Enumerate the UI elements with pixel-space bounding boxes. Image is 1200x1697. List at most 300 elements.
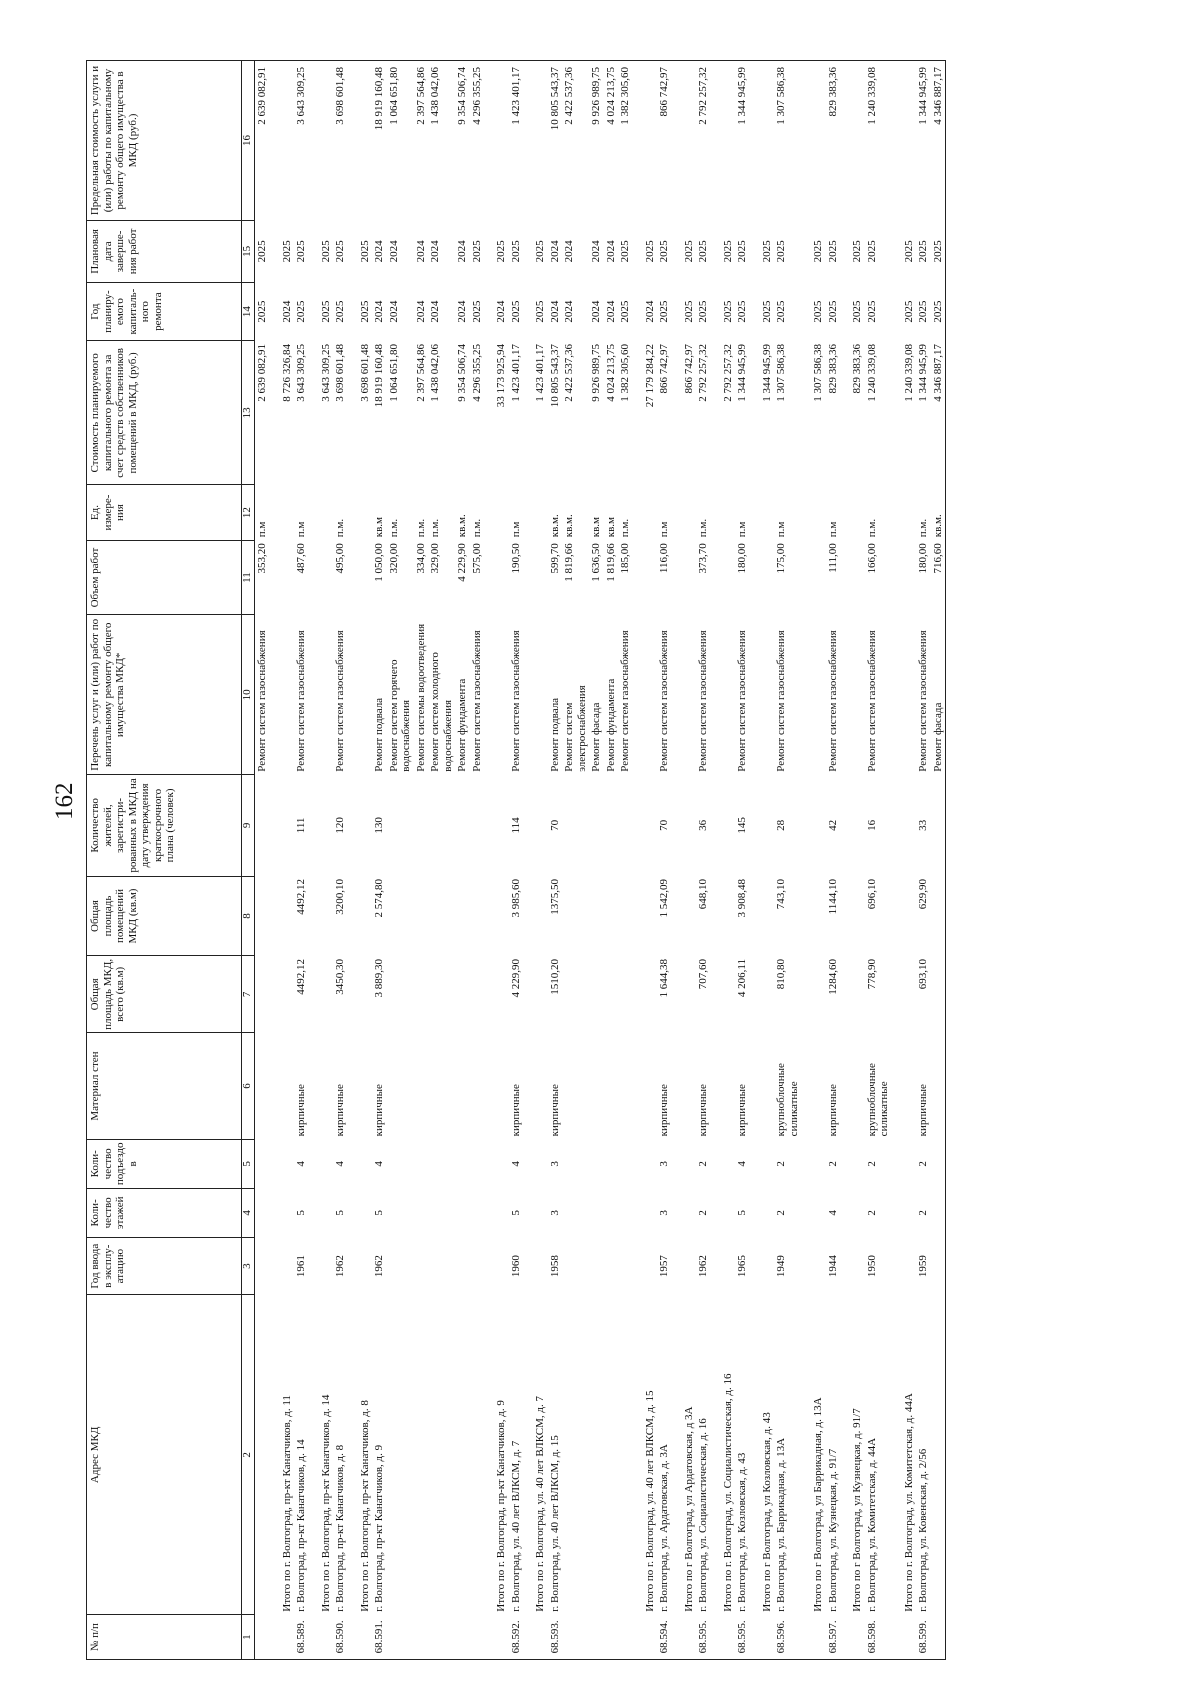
empty-cell xyxy=(711,485,736,540)
column-number-row xyxy=(242,61,255,1660)
end-year-cell: 2024 xyxy=(563,240,575,263)
work-type-cell: Ремонт систем газоснабжения xyxy=(470,630,483,772)
total-end-year-cell: 2025 xyxy=(495,240,507,263)
empty-cell xyxy=(840,485,865,540)
column-number: 13 xyxy=(242,341,255,485)
address-cell: г. Волгоград, ул. Баррикадная, д. 13А xyxy=(775,1437,787,1612)
total-row xyxy=(348,61,373,1660)
cost-cell: 1 064 651,80 xyxy=(387,343,400,402)
row-number: 68.598. xyxy=(865,1615,892,1660)
empty-cell xyxy=(840,1237,865,1295)
unit-cell: п.м xyxy=(256,521,268,538)
empty-cell xyxy=(523,61,548,221)
year-built-cell: 1944 xyxy=(826,1255,839,1278)
work-type-cell: Ремонт подвала xyxy=(373,697,385,772)
plan-year-cell: 2024 xyxy=(456,300,468,323)
plan-year-cell: 2025 xyxy=(619,300,631,323)
total-label: Итого по г. Волгоград, ул. Комитетская, д. 44А xyxy=(902,1393,915,1612)
header-cell: Перечень услуг и (или) работ по капитальному ремонту общего имущества МКД* xyxy=(87,615,242,775)
year-built-cell: 1965 xyxy=(736,1255,748,1278)
empty-cell xyxy=(484,61,509,221)
unit-cell: п.м. xyxy=(334,518,346,538)
header-row xyxy=(87,61,242,1660)
header-cell: Ед. измере-ния xyxy=(87,485,242,540)
empty-cell xyxy=(270,1237,295,1295)
floors-cell: 3 xyxy=(658,1210,670,1216)
row-number xyxy=(618,1615,633,1660)
total-plan-year-cell: 2025 xyxy=(812,300,824,323)
unit-cell: п.м xyxy=(736,521,748,538)
residents-cell: 114 xyxy=(509,817,522,834)
empty-cell xyxy=(484,1139,509,1188)
limit-cost-cell: 9 354 506,74 xyxy=(455,61,470,221)
end-year-cell: 2024 xyxy=(548,240,561,263)
empty-cell xyxy=(309,485,334,540)
work-type-cell: Ремонт фасада xyxy=(590,702,602,772)
row-number: 68.590. xyxy=(333,1615,348,1660)
total-area-cell: 4 229,90 xyxy=(509,958,522,998)
empty-cell xyxy=(633,540,658,615)
premises-area-cell xyxy=(414,876,429,956)
entrances-cell: 4 xyxy=(509,1161,522,1167)
empty-cell xyxy=(801,1188,826,1237)
total-label: Итого по г. Волгоград, ул. Социалистическая, д. 16 xyxy=(721,1373,734,1612)
empty-cell xyxy=(840,615,865,775)
empty-cell xyxy=(672,1237,697,1295)
limit-cost-cell: 4 296 355,25 xyxy=(470,61,485,221)
empty-cell xyxy=(523,1188,548,1237)
cost-cell: 2 422 537,36 xyxy=(563,343,575,402)
residents-cell: 70 xyxy=(658,819,670,831)
column-number: 15 xyxy=(242,221,255,283)
row-number xyxy=(348,1615,373,1660)
premises-area-cell xyxy=(470,876,485,956)
row-number xyxy=(562,1615,589,1660)
total-label: Итого по г Волгоград, ул Козловская, д. 43 xyxy=(760,1412,773,1612)
header-cell: Объем работ xyxy=(87,540,242,615)
empty-cell xyxy=(523,485,548,540)
empty-cell xyxy=(840,540,865,615)
empty-cell xyxy=(633,615,658,775)
wall-material-cell: кирпичные xyxy=(548,1084,561,1137)
empty-cell xyxy=(892,1033,917,1140)
total-plan-year-cell: 2024 xyxy=(643,300,656,323)
address-cell: г. Волгоград, ул. 40 лет ВЛКСМ, д. 7 xyxy=(509,1440,522,1612)
floors-cell xyxy=(931,1188,946,1237)
table-row xyxy=(414,61,429,1660)
wall-material-cell: кирпичные xyxy=(736,1084,748,1137)
total-cost-cell: 866 742,97 xyxy=(682,343,695,394)
empty-cell xyxy=(270,876,295,956)
total-plan-year-cell: 2024 xyxy=(495,300,507,323)
entrances-cell: 4 xyxy=(295,1161,307,1167)
table-row xyxy=(428,61,455,1660)
total-area-cell xyxy=(255,956,270,1033)
total-cost-cell: 1 344 945,99 xyxy=(760,343,773,402)
residents-cell: 145 xyxy=(736,817,748,834)
empty-cell xyxy=(672,485,697,540)
residents-cell: 28 xyxy=(775,819,787,831)
limit-cost-cell: 1 064 651,80 xyxy=(387,61,414,221)
limit-cost-cell: 2 397 564,86 xyxy=(414,61,429,221)
work-type-cell: Ремонт фундамента xyxy=(456,678,468,772)
column-number: 5 xyxy=(242,1139,255,1188)
total-row xyxy=(892,61,917,1660)
limit-cost-cell: 2 639 082,91 xyxy=(255,61,270,221)
empty-cell xyxy=(484,540,509,615)
header-cell: Материал стен xyxy=(87,1033,242,1140)
empty-cell xyxy=(270,485,295,540)
cost-cell: 3 698 601,48 xyxy=(334,343,346,402)
address-cell xyxy=(428,1295,455,1615)
entrances-cell xyxy=(255,1139,270,1188)
cost-cell: 1 438 042,06 xyxy=(429,343,441,402)
work-type-cell: Ремонт систем газоснабжения xyxy=(736,630,748,772)
empty-cell xyxy=(633,1188,658,1237)
column-number: 8 xyxy=(242,876,255,956)
floors-cell xyxy=(589,1188,604,1237)
total-area-cell xyxy=(470,956,485,1033)
limit-cost-cell: 3 698 601,48 xyxy=(333,61,348,221)
residents-cell xyxy=(414,775,429,876)
work-volume-cell: 116,00 xyxy=(658,543,670,574)
year-built-cell xyxy=(255,1237,270,1295)
column-number: 12 xyxy=(242,485,255,540)
plan-year-cell: 2024 xyxy=(373,300,385,323)
work-type-cell: Ремонт систем газоснабжения xyxy=(826,630,839,772)
floors-cell: 5 xyxy=(373,1210,385,1216)
premises-area-cell xyxy=(387,876,414,956)
empty-cell xyxy=(892,1139,917,1188)
address-cell xyxy=(470,1295,485,1615)
empty-cell xyxy=(523,1237,548,1295)
address-cell: г. Волгоград, ул. Ардатовская, д. 3А xyxy=(658,1444,670,1612)
cost-cell: 9 354 506,74 xyxy=(456,343,468,402)
empty-cell xyxy=(801,1237,826,1295)
table-row xyxy=(865,61,892,1660)
empty-cell xyxy=(309,775,334,876)
address-cell: г. Волгоград, ул. Ковенская, д. 2/56 xyxy=(917,1448,929,1612)
total-area-cell xyxy=(618,956,633,1033)
empty-cell xyxy=(672,876,697,956)
total-label: Итого по г. Волгоград, ул. 40 лет ВЛКСМ, д. 15 xyxy=(643,1390,656,1612)
wall-material-cell xyxy=(589,1033,604,1140)
unit-cell: п.м. xyxy=(865,518,878,538)
work-volume-cell: 353,20 xyxy=(256,543,268,574)
wall-material-cell: кирпичные xyxy=(295,1084,307,1137)
row-number xyxy=(455,1615,470,1660)
floors-cell: 5 xyxy=(334,1210,346,1216)
residents-cell: 70 xyxy=(548,819,561,831)
wall-material-cell: кирпичные xyxy=(697,1084,709,1137)
total-area-cell xyxy=(589,956,604,1033)
address-cell xyxy=(414,1295,429,1615)
limit-cost-cell: 2 422 537,36 xyxy=(562,61,589,221)
empty-cell xyxy=(633,1033,658,1140)
table-row xyxy=(387,61,414,1660)
empty-cell xyxy=(672,1188,697,1237)
wall-material-cell: крупноблочные силикатные xyxy=(775,1063,800,1137)
end-year-cell: 2024 xyxy=(590,240,602,263)
work-volume-cell: 1 819,66 xyxy=(563,543,575,582)
plan-year-cell: 2024 xyxy=(590,300,602,323)
page-number: 162 xyxy=(51,782,78,820)
plan-year-cell: 2025 xyxy=(256,300,268,323)
limit-cost-cell: 4 024 213,75 xyxy=(604,61,619,221)
total-area-cell xyxy=(604,956,619,1033)
cost-cell: 4 296 355,25 xyxy=(470,343,483,402)
empty-cell xyxy=(750,956,775,1033)
entrances-cell xyxy=(589,1139,604,1188)
row-number: 68.589. xyxy=(294,1615,309,1660)
empty-cell xyxy=(633,61,658,221)
empty-cell xyxy=(348,540,373,615)
work-volume-cell: 180,00 xyxy=(917,543,929,574)
column-number: 6 xyxy=(242,1033,255,1140)
limit-cost-cell: 10 805 543,37 xyxy=(548,61,563,221)
total-area-cell: 1510,20 xyxy=(548,958,561,995)
unit-cell: п.м. xyxy=(470,518,483,538)
cost-cell: 1 240 339,08 xyxy=(865,343,878,402)
plan-year-cell: 2024 xyxy=(429,300,441,323)
empty-cell xyxy=(309,956,334,1033)
plan-year-cell: 2025 xyxy=(931,282,946,341)
empty-cell xyxy=(348,61,373,221)
premises-area-cell: 629,90 xyxy=(917,879,929,910)
table-row xyxy=(618,61,633,1660)
plan-year-cell: 2025 xyxy=(697,300,709,323)
header-cell: Год планиру-емого капиталь-ного ремонта xyxy=(87,282,242,341)
residents-cell: 42 xyxy=(826,819,839,831)
year-built-cell: 1961 xyxy=(295,1255,307,1278)
unit-cell: п.м. xyxy=(429,518,441,538)
residents-cell xyxy=(428,775,455,876)
plan-year-cell: 2024 xyxy=(414,300,427,323)
year-built-cell xyxy=(414,1237,429,1295)
total-end-year-cell: 2025 xyxy=(721,240,734,263)
end-year-cell: 2024 xyxy=(387,240,400,263)
work-volume-cell: 320,00 xyxy=(387,543,400,574)
residents-cell xyxy=(931,775,946,876)
empty-cell xyxy=(750,61,775,221)
work-type-cell: Ремонт систем газоснабжения xyxy=(697,630,709,772)
header-cell: Коли-чество подъездо в xyxy=(87,1139,242,1188)
floors-cell xyxy=(455,1188,470,1237)
end-year-cell: 2025 xyxy=(470,240,483,263)
cost-cell: 10 805 543,37 xyxy=(548,343,561,408)
wall-material-cell xyxy=(618,1033,633,1140)
limit-cost-cell: 1 307 586,38 xyxy=(774,61,801,221)
cost-cell: 1 423 401,17 xyxy=(509,343,522,402)
table-body xyxy=(255,61,946,1660)
empty-cell xyxy=(484,876,509,956)
total-end-year-cell: 2025 xyxy=(280,240,293,263)
floors-cell: 5 xyxy=(736,1210,748,1216)
work-volume-cell: 1 636,50 xyxy=(590,543,602,582)
total-cost-cell: 27 179 284,22 xyxy=(643,343,656,408)
plan-year-cell: 2025 xyxy=(470,300,483,323)
total-end-year-cell: 2025 xyxy=(851,240,863,263)
total-row xyxy=(309,61,334,1660)
empty-cell xyxy=(892,61,917,221)
wall-material-cell: кирпичные xyxy=(373,1084,385,1137)
empty-cell xyxy=(672,61,697,221)
empty-cell xyxy=(840,1188,865,1237)
entrances-cell: 2 xyxy=(826,1161,839,1167)
total-area-cell: 810,80 xyxy=(775,958,787,990)
year-built-cell: 1962 xyxy=(334,1255,346,1278)
work-type-cell: Ремонт систем газоснабжения xyxy=(865,630,878,772)
total-area-cell: 4492,12 xyxy=(295,958,307,995)
year-built-cell xyxy=(562,1237,589,1295)
total-label: Итого по г. Волгоград, пр-кт Канатчиков, д. 14 xyxy=(319,1394,332,1612)
empty-cell xyxy=(348,1188,373,1237)
row-number xyxy=(672,1615,697,1660)
unit-cell: кв.м. xyxy=(563,514,575,538)
unit-cell: п.м xyxy=(775,521,787,538)
empty-cell xyxy=(801,61,826,221)
limit-cost-cell: 4 346 887,17 xyxy=(931,61,946,221)
plan-year-cell: 2024 xyxy=(604,300,617,323)
wall-material-cell xyxy=(428,1033,455,1140)
total-end-year-cell: 2025 xyxy=(643,240,656,263)
total-cost-cell: 3 698 601,48 xyxy=(358,343,371,402)
cost-cell: 3 643 309,25 xyxy=(295,343,307,402)
column-number: 2 xyxy=(242,1295,255,1615)
unit-cell: п.м. xyxy=(619,518,631,538)
end-year-cell: 2025 xyxy=(917,240,929,263)
premises-area-cell xyxy=(455,876,470,956)
empty-cell xyxy=(750,540,775,615)
address-cell xyxy=(589,1295,604,1615)
floors-cell: 2 xyxy=(917,1210,929,1216)
plan-year-cell: 2025 xyxy=(334,300,346,323)
work-volume-cell: 716,60 xyxy=(931,540,946,615)
table-row xyxy=(255,61,270,1660)
empty-cell xyxy=(750,615,775,775)
entrances-cell xyxy=(618,1139,633,1188)
total-area-cell xyxy=(414,956,429,1033)
limit-cost-cell: 1 344 945,99 xyxy=(735,61,750,221)
empty-cell xyxy=(711,1139,736,1188)
end-year-cell: 2025 xyxy=(658,240,670,263)
floors-cell xyxy=(562,1188,589,1237)
limit-cost-cell: 829 383,36 xyxy=(826,61,841,221)
limit-cost-cell: 866 742,97 xyxy=(657,61,672,221)
empty-cell xyxy=(270,540,295,615)
total-end-year-cell: 2025 xyxy=(358,240,371,263)
row-number: 68.595. xyxy=(735,1615,750,1660)
entrances-cell: 2 xyxy=(697,1161,709,1167)
premises-area-cell xyxy=(589,876,604,956)
wall-material-cell xyxy=(931,1033,946,1140)
row-number xyxy=(604,1615,619,1660)
empty-cell xyxy=(309,1237,334,1295)
floors-cell xyxy=(618,1188,633,1237)
limit-cost-cell: 1 438 042,06 xyxy=(428,61,455,221)
entrances-cell xyxy=(470,1139,485,1188)
column-number: 16 xyxy=(242,61,255,221)
residents-cell xyxy=(455,775,470,876)
work-volume-cell: 495,00 xyxy=(334,543,346,574)
work-type-cell: Ремонт систем газоснабжения xyxy=(256,630,268,772)
unit-cell: п.м. xyxy=(917,518,929,538)
work-type-cell: Ремонт подвала xyxy=(548,697,561,772)
end-year-cell: 2025 xyxy=(256,240,268,263)
wall-material-cell xyxy=(604,1033,619,1140)
end-year-cell: 2025 xyxy=(775,240,787,263)
work-volume-cell: 166,00 xyxy=(865,543,878,574)
empty-cell xyxy=(348,1237,373,1295)
empty-cell xyxy=(633,775,658,876)
total-row xyxy=(711,61,736,1660)
premises-area-cell: 4492,12 xyxy=(295,879,307,915)
table-row xyxy=(333,61,348,1660)
wall-material-cell: кирпичные xyxy=(509,1084,522,1137)
table-row xyxy=(774,61,801,1660)
work-volume-cell: 190,50 xyxy=(509,543,522,574)
plan-year-cell: 2025 xyxy=(295,300,307,323)
empty-cell xyxy=(672,1139,697,1188)
empty-cell xyxy=(801,1033,826,1140)
total-row xyxy=(633,61,658,1660)
address-cell: г. Волгоград, ул. Кузнецкая, д. 91/7 xyxy=(826,1448,839,1612)
year-built-cell xyxy=(931,1237,946,1295)
row-number: 68.592. xyxy=(509,1615,524,1660)
empty-cell xyxy=(523,775,548,876)
total-area-cell xyxy=(387,956,414,1033)
empty-cell xyxy=(711,1237,736,1295)
total-row xyxy=(801,61,826,1660)
work-type-cell: Ремонт систем холодного водоснабжения xyxy=(429,652,454,772)
total-label: Итого по г. Волгоград, пр-кт Канатчиков, д. 11 xyxy=(280,1395,293,1612)
row-number: 68.597. xyxy=(826,1615,841,1660)
empty-cell xyxy=(633,1139,658,1188)
table-row xyxy=(562,61,589,1660)
work-volume-cell: 1 050,00 xyxy=(373,543,385,582)
year-built-cell: 1962 xyxy=(373,1255,385,1278)
total-plan-year-cell: 2025 xyxy=(358,300,371,323)
total-area-cell xyxy=(562,956,589,1033)
total-area-cell: 778,90 xyxy=(865,958,878,990)
empty-cell xyxy=(633,956,658,1033)
floors-cell xyxy=(470,1188,485,1237)
residents-cell xyxy=(589,775,604,876)
entrances-cell: 3 xyxy=(548,1161,561,1167)
column-number: 4 xyxy=(242,1188,255,1237)
residents-cell: 120 xyxy=(334,817,346,834)
year-built-cell xyxy=(589,1237,604,1295)
empty-cell xyxy=(270,956,295,1033)
header-cell: № п/п xyxy=(87,1615,242,1660)
entrances-cell: 2 xyxy=(775,1161,787,1167)
address-cell xyxy=(387,1295,414,1615)
residents-cell: 36 xyxy=(697,819,709,831)
year-built-cell: 1962 xyxy=(697,1255,709,1278)
table-row xyxy=(826,61,841,1660)
table-row xyxy=(916,61,931,1660)
empty-cell xyxy=(523,1139,548,1188)
total-cost-cell: 1 423 401,17 xyxy=(534,343,546,402)
unit-cell: п.м xyxy=(826,521,839,538)
total-area-cell: 1284,60 xyxy=(826,958,839,995)
end-year-cell: 2025 xyxy=(931,221,946,283)
work-volume-cell: 334,00 xyxy=(414,543,427,574)
address-cell xyxy=(618,1295,633,1615)
work-type-cell: Ремонт фасада xyxy=(931,615,946,775)
limit-cost-cell: 1 423 401,17 xyxy=(509,61,524,221)
table-row xyxy=(657,61,672,1660)
